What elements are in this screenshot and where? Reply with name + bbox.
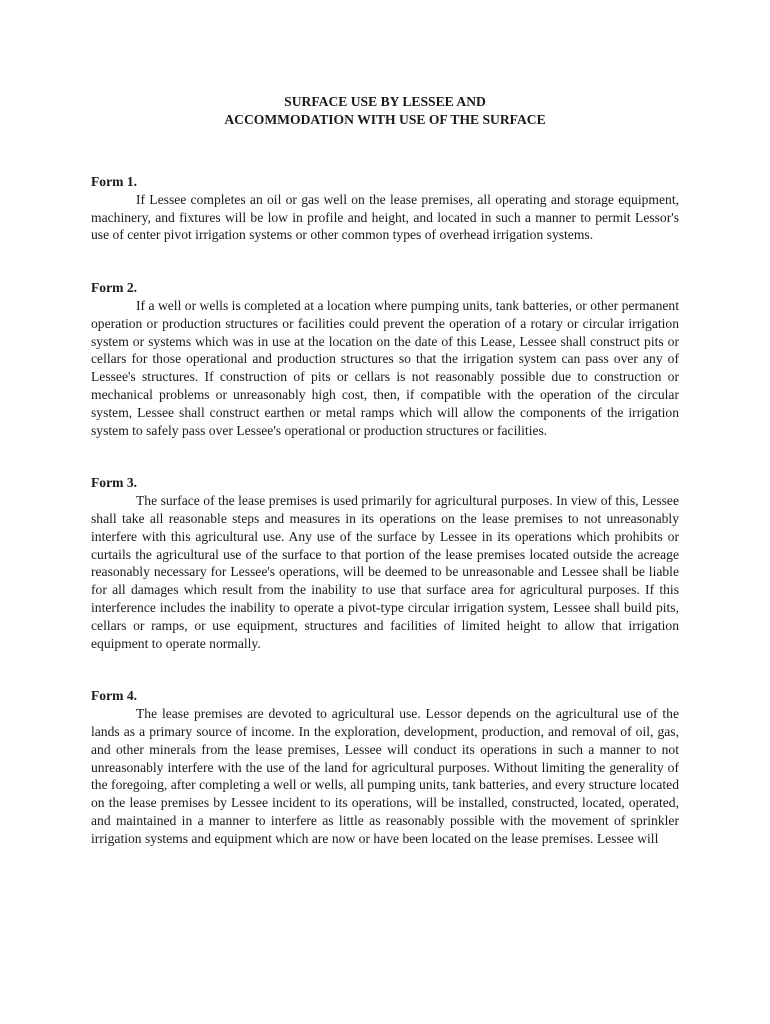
title-line-1: SURFACE USE BY LESSEE AND [284,94,486,109]
form-2-body: If a well or wells is completed at a location where pumping units, tank batteries, or other permanent operation or production structures or facilities could prevent the operation of a rotary or circular irrigation system or systems which was in use at the location on the date of this Lease, Lessee shall construct pits or cellars for those operational and production structures so that the irrigation system can pass over any of Lessee's structures. If construction of pits or cellars is not reasonably possible due to construction or mechanical problems or unreasonably high cost, then, if compatible with the operation of the circular system, Lessee shall construct earthen or metal ramps which will allow the components of the irrigation system to safely pass over Lessee's operational or production structures or facilities. [91,297,679,438]
document-title [91,93,679,129]
form-1-section [91,173,679,244]
form-4-heading: Form 4. [91,688,138,704]
form-3-body: The surface of the lease premises is used primarily for agricultural purposes. In view of this, Lessee shall take all reasonable steps and measures in its operations on the lease premises to not unreasonably interfere with this agricultural use. Any use of the surface by Lessee in its operations which prohibits or curtails the agricultural use of the surface to that portion of the lease premises located outside the acreage reasonably necessary for Lessee's operations, will be deemed to be unreasonable and Lessee shall be liable for all damages which result from the inability to use that surface area for agricultural purposes. If this interference includes the inability to operate a pivot-type circular irrigation system, Lessee shall build pits, cellars or ramps, or use equipment, structures and facilities of limited height to allow that irrigation equipment to operate normally. [91,493,679,651]
document-page [91,93,679,883]
form-3-section [91,474,679,652]
form-1-heading: Form 1. [91,174,138,189]
form-4-section [91,687,679,847]
form-1-body: If Lessee completes an oil or gas well on the lease premises, all operating and storage equipment, machinery, and fixtures will be low in profile and height, and located in such a manner to permit Lessor's use of center pivot irrigation systems or other common types of overhead irrigation systems. [91,191,679,243]
form-4-body: The lease premises are devoted to agricultural use. Lessor depends on the agricultural use of the lands as a primary source of income. In the exploration, development, production, and removal of oil, gas, and other minerals from the lease premises, Lessee will conduct its operations in such a manner to not unreasonably interfere with the use of the land for agricultural purposes. Without limiting the generality of the foregoing, after completing a well or wells, all pumping units, tank batteries, and every structure located on the lease premises by Lessee incident to its operations, will be installed, constructed, located, operated, and maintained in a manner to interfere as little as reasonably possible with the movement of sprinkler irrigation systems and equipment which are now or have been located on the lease premises. Lessee will [91,706,679,846]
form-2-heading: Form 2. [91,280,138,296]
form-2-section [91,279,679,439]
form-3-heading: Form 3. [91,475,138,491]
title-line-2: ACCOMMODATION WITH USE OF THE SURFACE [224,112,546,127]
